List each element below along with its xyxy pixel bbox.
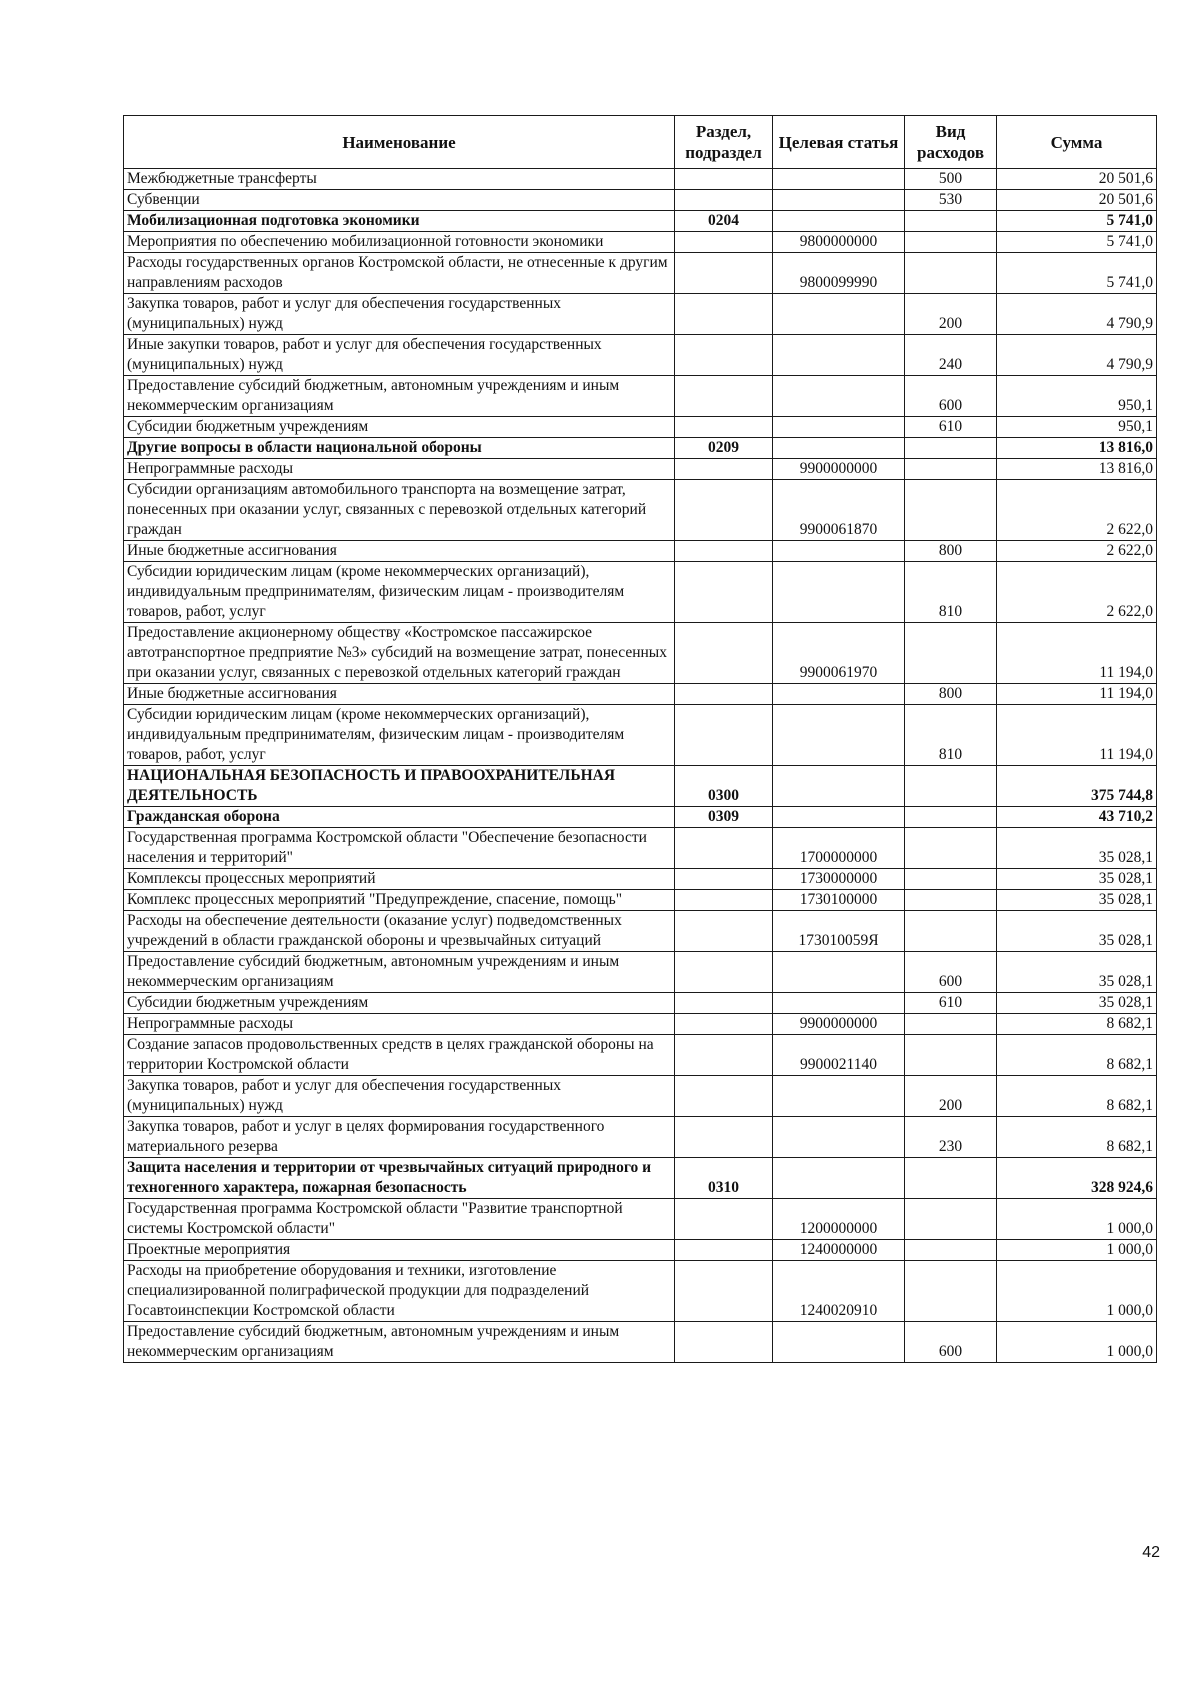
row-name: Другие вопросы в области национальной обороны xyxy=(124,438,675,459)
table-row xyxy=(124,480,1157,541)
table-body xyxy=(124,169,1157,1363)
table-row xyxy=(124,253,1157,294)
row-article xyxy=(773,807,905,828)
row-sum: 8 682,1 xyxy=(997,1014,1157,1035)
row-expense xyxy=(905,1014,997,1035)
row-section xyxy=(675,1117,773,1158)
table-row xyxy=(124,1199,1157,1240)
row-expense: 600 xyxy=(905,1322,997,1363)
row-expense xyxy=(905,623,997,684)
row-name: Субсидии бюджетным учреждениям xyxy=(124,993,675,1014)
row-sum: 950,1 xyxy=(997,376,1157,417)
table-row xyxy=(124,1261,1157,1322)
row-section xyxy=(675,952,773,993)
row-name: Иные бюджетные ассигнования xyxy=(124,541,675,562)
row-name: Предоставление субсидий бюджетным, автономным учреждениям и иным некоммерческим организациям xyxy=(124,1322,675,1363)
row-sum: 35 028,1 xyxy=(997,993,1157,1014)
row-sum: 1 000,0 xyxy=(997,1322,1157,1363)
row-article: 173010059Я xyxy=(773,911,905,952)
row-article: 9900061970 xyxy=(773,623,905,684)
row-expense xyxy=(905,438,997,459)
row-sum: 5 741,0 xyxy=(997,232,1157,253)
row-sum: 328 924,6 xyxy=(997,1158,1157,1199)
row-name: Субсидии бюджетным учреждениям xyxy=(124,417,675,438)
table-row xyxy=(124,952,1157,993)
row-name: Межбюджетные трансферты xyxy=(124,169,675,190)
header-sum: Сумма xyxy=(997,116,1157,169)
row-sum: 950,1 xyxy=(997,417,1157,438)
row-sum: 1 000,0 xyxy=(997,1261,1157,1322)
row-article: 1200000000 xyxy=(773,1199,905,1240)
row-article xyxy=(773,169,905,190)
row-name: Иные бюджетные ассигнования xyxy=(124,684,675,705)
row-expense: 600 xyxy=(905,952,997,993)
row-sum: 11 194,0 xyxy=(997,623,1157,684)
row-section xyxy=(675,232,773,253)
row-name: Проектные мероприятия xyxy=(124,1240,675,1261)
row-expense xyxy=(905,911,997,952)
row-section xyxy=(675,1240,773,1261)
table-row xyxy=(124,459,1157,480)
row-section: 0204 xyxy=(675,211,773,232)
row-name: Предоставление субсидий бюджетным, автономным учреждениям и иным некоммерческим организациям xyxy=(124,952,675,993)
table-row xyxy=(124,417,1157,438)
row-expense xyxy=(905,766,997,807)
header-article: Целевая статья xyxy=(773,116,905,169)
row-expense xyxy=(905,869,997,890)
row-expense: 230 xyxy=(905,1117,997,1158)
row-section xyxy=(675,911,773,952)
row-expense: 610 xyxy=(905,417,997,438)
table-row xyxy=(124,1158,1157,1199)
row-name: Иные закупки товаров, работ и услуг для обеспечения государственных (муниципальных) нужд xyxy=(124,335,675,376)
row-name: Расходы государственных органов Костромской области, не отнесенные к другим направлениям расходов xyxy=(124,253,675,294)
row-section xyxy=(675,1322,773,1363)
table-row xyxy=(124,232,1157,253)
row-name: Гражданская оборона xyxy=(124,807,675,828)
row-sum: 13 816,0 xyxy=(997,459,1157,480)
row-section xyxy=(675,890,773,911)
table-row xyxy=(124,890,1157,911)
row-name: Закупка товаров, работ и услуг для обеспечения государственных (муниципальных) нужд xyxy=(124,294,675,335)
row-name: Закупка товаров, работ и услуг для обеспечения государственных (муниципальных) нужд xyxy=(124,1076,675,1117)
row-expense xyxy=(905,828,997,869)
table-row xyxy=(124,993,1157,1014)
row-sum: 13 816,0 xyxy=(997,438,1157,459)
row-sum: 11 194,0 xyxy=(997,705,1157,766)
row-section: 0300 xyxy=(675,766,773,807)
row-article xyxy=(773,376,905,417)
row-name: Непрограммные расходы xyxy=(124,459,675,480)
row-article xyxy=(773,294,905,335)
table-row xyxy=(124,1117,1157,1158)
row-expense xyxy=(905,807,997,828)
row-sum: 8 682,1 xyxy=(997,1035,1157,1076)
row-article xyxy=(773,993,905,1014)
row-name: Расходы на приобретение оборудования и техники, изготовление специализированной полиграфической продукции для подразделений Госавтоинспекции Костромской области xyxy=(124,1261,675,1322)
row-expense xyxy=(905,1035,997,1076)
table-row xyxy=(124,684,1157,705)
row-expense xyxy=(905,1261,997,1322)
row-section: 0209 xyxy=(675,438,773,459)
row-section xyxy=(675,684,773,705)
table-row xyxy=(124,438,1157,459)
row-sum: 43 710,2 xyxy=(997,807,1157,828)
row-expense: 800 xyxy=(905,541,997,562)
row-section xyxy=(675,623,773,684)
table-row xyxy=(124,623,1157,684)
budget-table xyxy=(123,115,1157,1363)
table-row xyxy=(124,828,1157,869)
table-row xyxy=(124,562,1157,623)
row-section xyxy=(675,376,773,417)
row-section xyxy=(675,253,773,294)
row-expense: 500 xyxy=(905,169,997,190)
row-section xyxy=(675,459,773,480)
table-row xyxy=(124,766,1157,807)
row-article: 1730000000 xyxy=(773,869,905,890)
row-expense xyxy=(905,232,997,253)
row-section xyxy=(675,562,773,623)
row-article xyxy=(773,952,905,993)
row-expense xyxy=(905,459,997,480)
row-section: 0309 xyxy=(675,807,773,828)
row-expense: 600 xyxy=(905,376,997,417)
row-sum: 35 028,1 xyxy=(997,890,1157,911)
table-row xyxy=(124,911,1157,952)
table-row xyxy=(124,807,1157,828)
row-sum: 35 028,1 xyxy=(997,952,1157,993)
row-name: Субсидии организациям автомобильного транспорта на возмещение затрат, понесенных при оказании услуг, связанных с перевозкой отдельных категорий граждан xyxy=(124,480,675,541)
row-name: Мобилизационная подготовка экономики xyxy=(124,211,675,232)
table-row xyxy=(124,294,1157,335)
row-name: Субсидии юридическим лицам (кроме некоммерческих организаций), индивидуальным предпринимателям, физическим лицам - производителям товаров, работ, услуг xyxy=(124,705,675,766)
row-article: 1240020910 xyxy=(773,1261,905,1322)
row-article xyxy=(773,705,905,766)
row-article xyxy=(773,684,905,705)
row-sum: 35 028,1 xyxy=(997,911,1157,952)
row-section xyxy=(675,294,773,335)
row-article: 9900061870 xyxy=(773,480,905,541)
row-expense xyxy=(905,480,997,541)
row-name: Предоставление акционерному обществу «Костромское пассажирское автотранспортное предприятие №3» субсидий на возмещение затрат, понесенных при оказании услуг, связанных с перевозкой отдельных категорий граждан xyxy=(124,623,675,684)
row-sum: 35 028,1 xyxy=(997,869,1157,890)
row-sum: 375 744,8 xyxy=(997,766,1157,807)
row-expense: 200 xyxy=(905,294,997,335)
table-row xyxy=(124,869,1157,890)
table-row xyxy=(124,376,1157,417)
row-expense xyxy=(905,1240,997,1261)
row-expense: 610 xyxy=(905,993,997,1014)
row-sum: 2 622,0 xyxy=(997,541,1157,562)
row-article: 9900000000 xyxy=(773,459,905,480)
row-section xyxy=(675,1035,773,1076)
row-sum: 20 501,6 xyxy=(997,169,1157,190)
row-expense xyxy=(905,253,997,294)
row-article: 9800099990 xyxy=(773,253,905,294)
row-sum: 4 790,9 xyxy=(997,335,1157,376)
row-name: Непрограммные расходы xyxy=(124,1014,675,1035)
row-section xyxy=(675,1261,773,1322)
row-expense: 810 xyxy=(905,562,997,623)
row-sum: 2 622,0 xyxy=(997,480,1157,541)
table-row xyxy=(124,1035,1157,1076)
header-row xyxy=(124,116,1157,169)
table-row xyxy=(124,705,1157,766)
table-row xyxy=(124,190,1157,211)
row-article xyxy=(773,1076,905,1117)
row-section xyxy=(675,705,773,766)
row-sum: 8 682,1 xyxy=(997,1076,1157,1117)
table-row xyxy=(124,1014,1157,1035)
row-expense: 800 xyxy=(905,684,997,705)
row-section xyxy=(675,828,773,869)
row-article xyxy=(773,335,905,376)
row-sum: 5 741,0 xyxy=(997,253,1157,294)
row-name: НАЦИОНАЛЬНАЯ БЕЗОПАСНОСТЬ И ПРАВООХРАНИТЕЛЬНАЯ ДЕЯТЕЛЬНОСТЬ xyxy=(124,766,675,807)
table-row xyxy=(124,541,1157,562)
row-name: Субсидии юридическим лицам (кроме некоммерческих организаций), индивидуальным предпринимателям, физическим лицам - производителям товаров, работ, услуг xyxy=(124,562,675,623)
row-article: 9800000000 xyxy=(773,232,905,253)
row-name: Комплексы процессных мероприятий xyxy=(124,869,675,890)
row-section xyxy=(675,869,773,890)
row-section xyxy=(675,480,773,541)
table-row xyxy=(124,335,1157,376)
table-row xyxy=(124,1240,1157,1261)
row-name: Субвенции xyxy=(124,190,675,211)
row-expense xyxy=(905,1158,997,1199)
row-section xyxy=(675,1014,773,1035)
header-name: Наименование xyxy=(124,116,675,169)
row-expense: 200 xyxy=(905,1076,997,1117)
row-expense: 810 xyxy=(905,705,997,766)
row-article xyxy=(773,1322,905,1363)
table-header xyxy=(124,116,1157,169)
table-row xyxy=(124,211,1157,232)
row-article: 1240000000 xyxy=(773,1240,905,1261)
row-article xyxy=(773,541,905,562)
row-name: Мероприятия по обеспечению мобилизационной готовности экономики xyxy=(124,232,675,253)
row-article xyxy=(773,562,905,623)
row-sum: 1 000,0 xyxy=(997,1199,1157,1240)
row-article xyxy=(773,1158,905,1199)
row-sum: 1 000,0 xyxy=(997,1240,1157,1261)
row-sum: 4 790,9 xyxy=(997,294,1157,335)
row-article xyxy=(773,190,905,211)
page-number: 42 xyxy=(1142,1544,1160,1561)
row-section xyxy=(675,541,773,562)
row-section xyxy=(675,169,773,190)
row-section xyxy=(675,1199,773,1240)
row-article: 9900000000 xyxy=(773,1014,905,1035)
row-sum: 2 622,0 xyxy=(997,562,1157,623)
row-article xyxy=(773,211,905,232)
row-name: Государственная программа Костромской области "Развитие транспортной системы Костромской области" xyxy=(124,1199,675,1240)
row-article xyxy=(773,417,905,438)
row-name: Комплекс процессных мероприятий "Предупреждение, спасение, помощь" xyxy=(124,890,675,911)
table-row xyxy=(124,169,1157,190)
row-name: Государственная программа Костромской области "Обеспечение безопасности населения и территорий" xyxy=(124,828,675,869)
row-section xyxy=(675,993,773,1014)
row-section xyxy=(675,1076,773,1117)
row-article xyxy=(773,766,905,807)
row-name: Закупка товаров, работ и услуг в целях формирования государственного материального резерва xyxy=(124,1117,675,1158)
row-expense xyxy=(905,1199,997,1240)
row-sum: 8 682,1 xyxy=(997,1117,1157,1158)
row-expense xyxy=(905,211,997,232)
row-expense: 240 xyxy=(905,335,997,376)
row-article: 1700000000 xyxy=(773,828,905,869)
row-section xyxy=(675,417,773,438)
row-name: Защита населения и территории от чрезвычайных ситуаций природного и техногенного характера, пожарная безопасность xyxy=(124,1158,675,1199)
row-article: 1730100000 xyxy=(773,890,905,911)
row-sum: 11 194,0 xyxy=(997,684,1157,705)
header-expense: Вид расходов xyxy=(905,116,997,169)
row-sum: 5 741,0 xyxy=(997,211,1157,232)
row-article xyxy=(773,438,905,459)
row-expense xyxy=(905,890,997,911)
row-name: Создание запасов продовольственных средств в целях гражданской обороны на территории Костромской области xyxy=(124,1035,675,1076)
table-row xyxy=(124,1076,1157,1117)
row-name: Расходы на обеспечение деятельности (оказание услуг) подведомственных учреждений в области гражданской обороны и чрезвычайных ситуаций xyxy=(124,911,675,952)
row-sum: 35 028,1 xyxy=(997,828,1157,869)
row-expense: 530 xyxy=(905,190,997,211)
row-sum: 20 501,6 xyxy=(997,190,1157,211)
row-name: Предоставление субсидий бюджетным, автономным учреждениям и иным некоммерческим организациям xyxy=(124,376,675,417)
table-row xyxy=(124,1322,1157,1363)
row-article: 9900021140 xyxy=(773,1035,905,1076)
row-article xyxy=(773,1117,905,1158)
row-section: 0310 xyxy=(675,1158,773,1199)
row-section xyxy=(675,335,773,376)
row-section xyxy=(675,190,773,211)
header-section: Раздел, подраздел xyxy=(675,116,773,169)
